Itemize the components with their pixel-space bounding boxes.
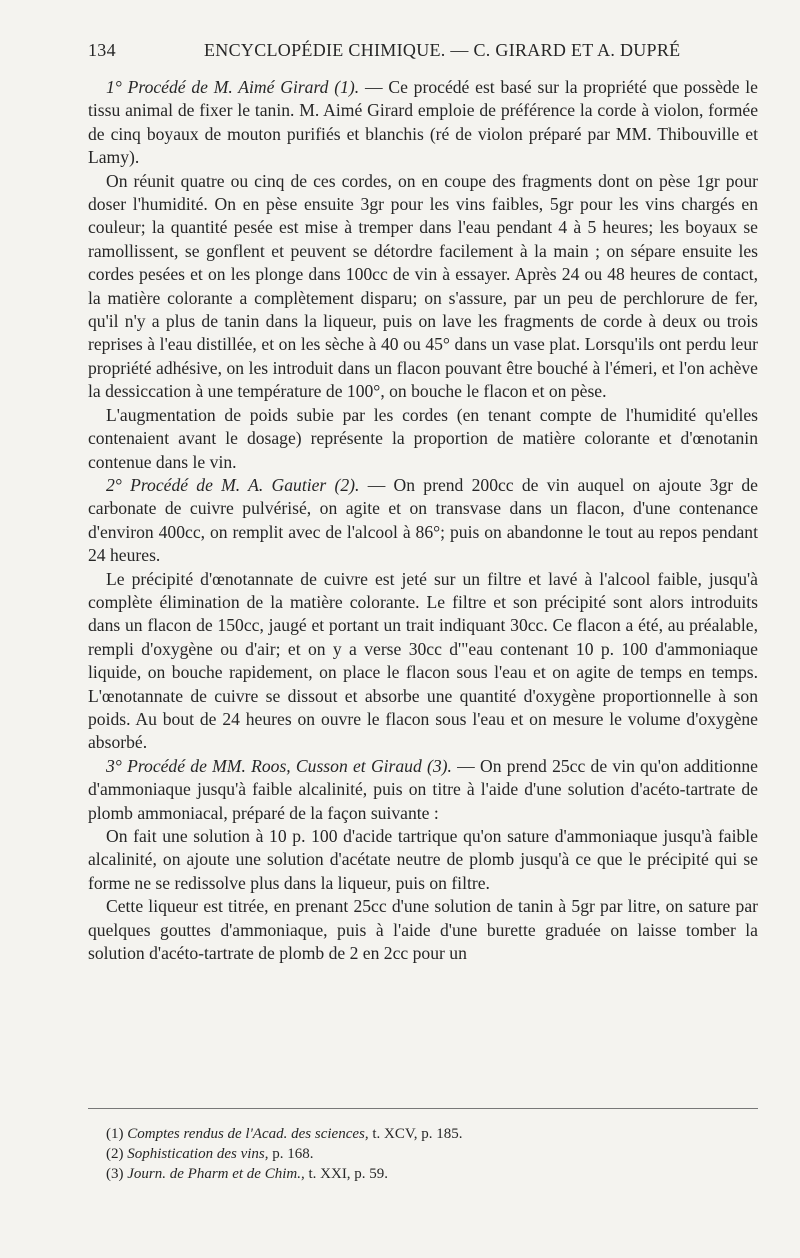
footnotes <box>106 1124 746 1184</box>
footnote: (1) Comptes rendus de l'Acad. des sciences, t. XCV, p. 185. <box>106 1126 463 1142</box>
paragraph: On fait une solution à 10 p. 100 d'acide tartrique qu'on sature d'ammoniaque jusqu'à faible alcalinité, on ajoute une solution d'acétate neutre de plomb jusqu'à ce que le précipité qui se forme ne se redissolve plus dans la liqueur, puis on filtre. <box>88 826 758 893</box>
paragraph: Le précipité d'œnotannate de cuivre est jeté sur un filtre et lavé à l'alcool faible, jusqu'à complète élimination de la matière colorante. Le filtre et son précipité sont alors introduits dans un flacon de 150cc, jaugé et portant un trait indiquant 30cc. Ce flacon a été, au préalable, rempli d'oxygène ou d'air; et on y a verse 30cc d'"eau contenant 10 p. 100 d'ammoniaque liquide, on bouche rapidement, on place le flacon sous l'eau et on agite de temps en temps. L'œnotannate de cuivre se dissout et absorbe une quantité d'oxygène proportionnelle à son poids. Au bout de 24 heures on ouvre le flacon sous l'eau et on mesure le volume d'oxygène absorbé. <box>88 568 758 753</box>
footnote: (2) Sophistication des vins, p. 168. <box>106 1146 314 1162</box>
footnote: (3) Journ. de Pharm et de Chim., t. XXI, p. 59. <box>106 1166 389 1182</box>
running-title: ENCYCLOPÉDIE CHIMIQUE. — C. GIRARD ET A. DUPRÉ <box>204 40 681 60</box>
paragraph: On réunit quatre ou cinq de ces cordes, on en coupe des fragments dont on pèse 1gr pour doser l'humidité. On en pèse ensuite 3gr pour les vins faibles, 5gr pour les vins chargés en couleur; la quantité pesée est mise à tremper dans l'eau pendant 4 à 5 heures; les boyaux se ramollissent, se gonflent et peuvent se détordre facilement à la main ; on sépare ensuite les cordes pesées et on les plonge dans 100cc de vin à essayer. Après 24 ou 48 heures de contact, la matière colorante a complètement disparu; on s'assure, par un peu de perchlorure de fer, qu'il n'y a plus de tanin dans la liqueur, puis on lave les fragments de corde à deux ou trois reprises à l'eau distillée, et on les sèche à 40 ou 45° dans un vase plat. Lorsqu'ils ont perdu leur propriété adhésive, on les introduit dans un flacon pouvant être bouché à l'émeri, et l'on achève la dessiccation à une température de 100°, on bouche le flacon et on pèse. <box>88 170 758 402</box>
body-text <box>88 76 758 965</box>
paragraph: 1° Procédé de M. Aimé Girard (1). — Ce procédé est basé sur la propriété que possède le tissu animal de fixer le tanin. M. Aimé Girard emploie de préférence la corde à violon, formée de cinq boyaux de mouton purifiés et blanchis (ré de violon préparé par MM. Thibouville et Lamy). <box>88 77 758 168</box>
paragraph: L'augmentation de poids subie par les cordes (en tenant compte de l'humidité qu'elles contenaient avant le dosage) représente la proportion de matière colorante et d'œnotanin contenue dans le vin. <box>88 404 758 472</box>
section-heading: 1° Procédé de M. Aimé Girard (1). <box>106 77 360 97</box>
paragraph: 3° Procédé de MM. Roos, Cusson et Giraud (3). — On prend 25cc de vin qu'on additionne d'ammoniaque jusqu'à faible alcalinité, puis on titre à l'aide d'une solution d'acéto-tartrate de plomb ammoniacal, préparé de la façon suivante : <box>88 755 758 823</box>
paragraph: Cette liqueur est titrée, en prenant 25cc d'une solution de tanin à 5gr par litre, on sature par quelques gouttes d'ammoniaque, puis à l'aide d'une burette graduée on laisse tomber la solution d'acéto-tartrate de plomb de 2 en 2cc pour un <box>88 896 758 964</box>
section-heading: 3° Procédé de MM. Roos, Cusson et Giraud (3). <box>106 755 452 776</box>
section-heading: 2° Procédé de M. A. Gautier (2). <box>106 474 360 495</box>
paragraph: 2° Procédé de M. A. Gautier (2). — On prend 200cc de vin auquel on ajoute 3gr de carbonate de cuivre pulvérisé, on agite et on transvase dans un flacon, d'une contenance d'environ 400cc, on remplit avec de l'alcool à 86°; puis on abandonne le tout au repos pendant 24 heures. <box>88 474 758 566</box>
page-number: 134 <box>88 40 116 60</box>
footnote-divider <box>88 1108 758 1109</box>
